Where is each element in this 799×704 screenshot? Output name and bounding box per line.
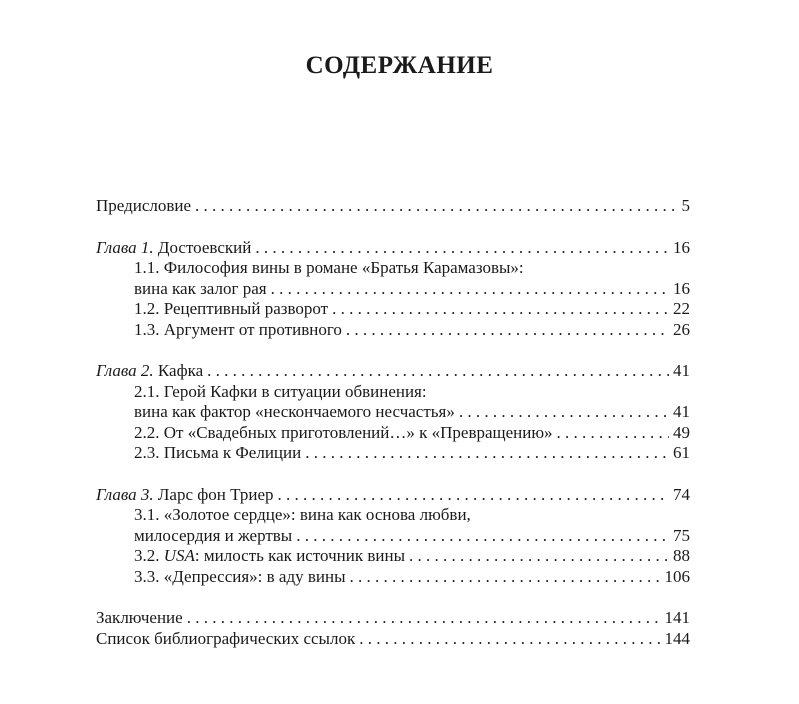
toc-entry-section-1-2[interactable] [96,299,690,320]
toc-label [96,485,274,506]
toc-entry-bibliography[interactable] [96,629,690,650]
leader-dots [195,196,677,217]
leader-dots [305,443,669,464]
toc-page-number: 41 [673,361,690,380]
toc-entry-conclusion[interactable] [96,608,690,629]
toc-label: вина как фактор «нескончаемого несчастья» [134,402,455,421]
toc-page-number: 41 [673,402,690,421]
toc-label [96,238,251,259]
toc-label: 1.3. Аргумент от противного [134,319,342,339]
toc-entry-section-3-1-line1[interactable] [96,505,690,526]
leader-dots [207,361,669,382]
leader-dots [271,279,669,300]
toc-label: Предисловие [96,196,192,215]
toc-page-number: 74 [673,484,690,504]
leader-dots [557,423,669,444]
toc-label: 3.1. «Золотое сердце»: вина как основа любви, [134,505,471,524]
toc-page-number: 16 [673,278,690,298]
toc-label [96,361,203,382]
leader-dots [187,608,661,629]
leader-dots [296,526,669,547]
chapter-name: Кафка [157,361,204,380]
section-title-rest: : милость как источник вины [194,546,405,565]
chapter-prefix: Глава 1. [96,237,154,257]
toc-entry-chapter-3[interactable] [96,485,690,506]
page-title: СОДЕРЖАНИЕ [305,52,494,79]
toc-page-number: 88 [673,546,690,565]
toc-entry-preface[interactable] [96,196,690,217]
toc-label [134,546,405,567]
toc-entry-chapter-2[interactable] [96,361,690,382]
toc-page-number: 106 [664,566,690,586]
chapter-name: Достоевский [157,237,252,257]
toc-label: 3.3. «Депрессия»: в аду вины [134,566,346,586]
toc-label: 2.1. Герой Кафки в ситуации обвинения: [134,381,427,401]
section-title-italic: USA [163,546,195,565]
chapter-prefix: Глава 3. [96,484,154,504]
toc-page-number: 16 [673,237,690,257]
toc-entry-section-1-1-line1[interactable] [96,258,690,279]
chapter-prefix: Глава 2. [96,361,154,380]
toc-page-number: 26 [673,319,690,339]
toc-page-number: 144 [664,628,690,648]
section-number: 3.2. [134,546,160,565]
toc-entry-section-2-2[interactable] [96,423,690,444]
toc-entry-section-3-2[interactable] [96,546,690,567]
toc-page-number: 75 [673,525,690,545]
toc-label: милосердия и жертвы [134,525,293,545]
toc-entry-chapter-1[interactable] [96,238,690,259]
toc-entry-section-3-3[interactable] [96,567,690,588]
toc-label: Список библиографических ссылок [96,628,356,648]
leader-dots [255,238,669,259]
toc-label: 1.1. Философия вины в романе «Братья Карамазовы»: [134,258,524,277]
leader-dots [332,299,669,320]
toc-page-number: 22 [673,299,690,318]
toc-page-number: 141 [664,608,690,627]
leader-dots [459,402,669,423]
leader-dots [278,485,669,506]
chapter-name: Ларс фон Триер [157,484,274,504]
leader-dots [359,629,660,650]
toc-label: 1.2. Рецептивный разворот [134,299,329,318]
leader-dots [409,546,669,567]
leader-dots [350,567,661,588]
toc-page-number: 61 [673,443,690,462]
table-of-contents [96,196,690,649]
toc-entry-section-1-1[interactable] [96,279,690,300]
toc-entry-section-2-3[interactable] [96,443,690,464]
toc-label: Заключение [96,608,183,627]
toc-label: вина как залог рая [134,278,267,298]
toc-entry-section-1-3[interactable] [96,320,690,341]
toc-entry-section-2-1-line1[interactable] [96,382,690,403]
toc-page-number: 5 [681,196,690,215]
toc-label: 2.3. Письма к Фелиции [134,443,302,462]
toc-page-number: 49 [673,422,690,442]
toc-entry-section-2-1[interactable] [96,402,690,423]
leader-dots [346,320,669,341]
toc-entry-section-3-1[interactable] [96,526,690,547]
toc-label: 2.2. От «Свадебных приготовлений…» к «Превращению» [134,422,553,442]
